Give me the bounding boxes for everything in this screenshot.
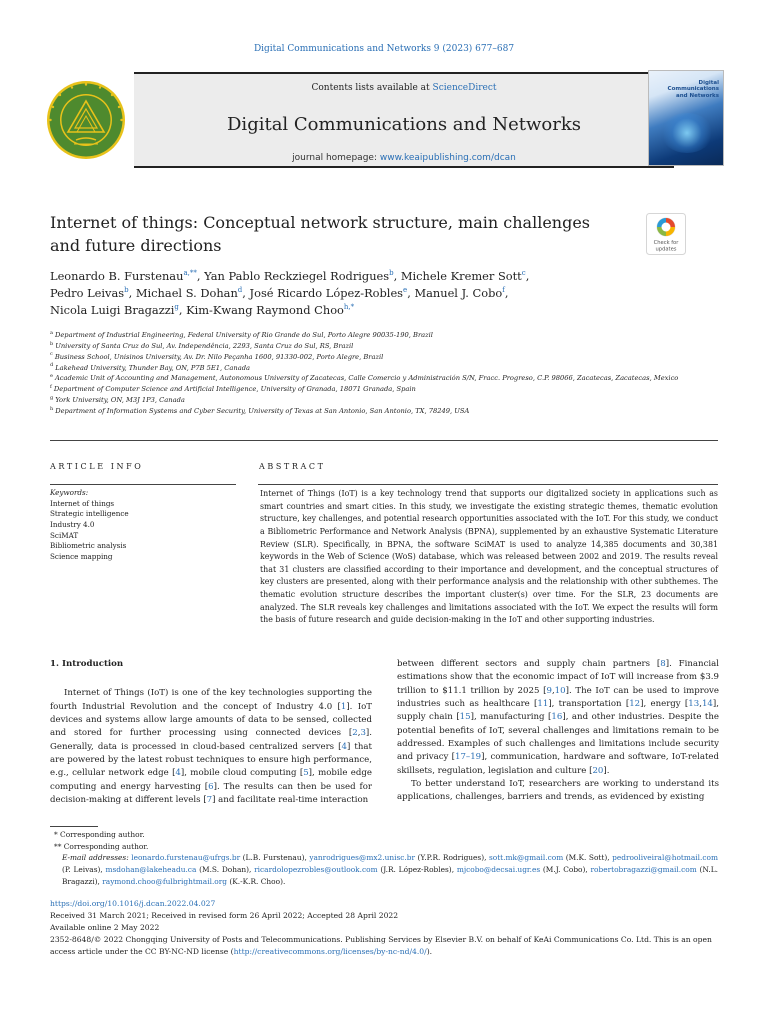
author-affiliation-link[interactable]: b xyxy=(124,286,129,295)
abstract-divider xyxy=(258,484,718,485)
author-affiliation-link[interactable]: a,** xyxy=(183,269,197,278)
email-link[interactable]: pedrooliveiral@hotmail.com xyxy=(612,853,718,863)
email-link[interactable]: leonardo.furstenau@ufrgs.br xyxy=(131,853,241,863)
keyword-item: Industry 4.0 xyxy=(50,519,95,529)
reference-link[interactable]: 13 xyxy=(688,698,700,709)
reference-link[interactable]: 20 xyxy=(592,765,604,776)
reference-link[interactable]: 8 xyxy=(660,659,666,669)
author-name: Michele Kremer Sott xyxy=(400,269,522,283)
reference-link[interactable]: 11 xyxy=(537,698,549,709)
affiliation-key: h xyxy=(50,405,54,412)
intro-paragraph-1: Internet of Things (IoT) is one of the key technologies supporting the fourth Industrial Revolution and the concept of Industry 4.0 [1]. IoT devices and systems allow large amounts of data to be sensed, collected and stored for further processing using connected devices [2,3]. Generally, data is processed in cloud-based centralized servers [4] that are powered by the latest robust techniques to ensure high performance, e.g., cellular network edge [4], mobile cloud computing [5], mobile edge computing and energy harvesting [6]. The results can then be used for decision-making at different levels [7] and facilitate real-time interaction xyxy=(50,688,373,805)
body-column-right xyxy=(397,658,719,804)
journal-homepage: journal homepage: www.keaipublishing.com/dcan xyxy=(292,153,516,163)
author-affiliation-link[interactable]: d xyxy=(237,286,243,295)
author-affiliation-link[interactable]: c xyxy=(521,269,526,278)
reference-link[interactable]: 4 xyxy=(175,768,181,779)
footnote-divider xyxy=(50,826,98,827)
reference-link[interactable]: 4 xyxy=(341,741,347,752)
keywords-list xyxy=(50,499,236,563)
email-link[interactable]: msdohan@lakeheadu.ca xyxy=(105,865,197,875)
journal-citation-link[interactable]: Digital Communications and Networks 9 (2023) 677–687 xyxy=(253,44,515,54)
keywords-block xyxy=(50,488,236,563)
body-column-left xyxy=(50,658,372,807)
affiliation-text: Department of Information Systems and Cyber Security, University of Texas at San Antonio, San Antonio, TX, 78249, USA xyxy=(55,406,470,415)
cover-title: Digital Communications and Networks xyxy=(667,80,719,99)
author-name: José Ricardo López-Robles xyxy=(249,286,404,301)
corresponding-author-note-1: * Corresponding author. xyxy=(54,830,145,839)
affiliation-key: e xyxy=(50,373,53,380)
author-affiliation-link[interactable]: g xyxy=(174,303,179,312)
affiliation-list xyxy=(50,330,690,417)
received-dates: Received 31 March 2021; Received in revised form 26 April 2022; Accepted 28 April 2022 xyxy=(50,910,399,920)
email-link[interactable]: sott.mk@gmail.com xyxy=(488,853,564,863)
author-affiliation-link[interactable]: b xyxy=(389,269,394,278)
author-list xyxy=(50,268,670,319)
reference-link[interactable]: 14 xyxy=(701,698,713,709)
keyword-item: Science mapping xyxy=(50,551,113,561)
email-addresses: E-mail addresses: leonardo.furstenau@ufrgs.br (L.B. Furstenau), yanrodrigues@mx2.unisc.br (Y.P.R. Rodrigues), sott.mk@gmail.com (M.K. Sott), pedrooliveiral@hotmail.com (P. Leivas), msdohan@lakeheadu.ca (M.S. Dohan), ricardolopezrobles@outlook.com (J.R. López-Robles), mjcobo@decsai.ugr.es (M.J. Cobo), robertobragazzi@gmail.com (N.L. Bragazzi), raymond.choo@fulbrightmail.org (K.-K.R. Choo). xyxy=(62,853,718,886)
intro-paragraph-1-continued: between different sectors and supply chain partners [8]. Financial estimations show that the economic impact of IoT will increase from $3.9 trillion to $11.1 trillion by 2025 [9,10]. The IoT can be used to improve industries such as healthcare [11], transportation [12], energy [13,14], supply chain [15], manufacturing [16], and other industries. Despite the potential benefits of IoT, several challenges and limitations remain to be addressed. Examples of such challenges and limitations include security and privacy [17–19], communication, hardware and software, IoT-related skillsets, regulation, legislation and culture [20]. xyxy=(397,659,720,776)
check-for-updates-icon[interactable] xyxy=(646,213,686,255)
article-info-heading: ARTICLE INFO xyxy=(50,462,144,471)
author-name: Kim-Kwang Raymond Choo xyxy=(186,303,344,318)
reference-link[interactable]: 17–19 xyxy=(454,752,482,763)
author-line-1: Leonardo B. Furstenau$^{a,**}$, Yan Pablo Reckziegel Rodrigues$^b$, Michele Kremer Sott$^c$, xyxy=(50,269,530,283)
journal-banner xyxy=(134,72,674,168)
publication-info xyxy=(50,898,718,958)
reference-link[interactable]: 10 xyxy=(554,685,566,696)
journal-masthead xyxy=(46,70,724,170)
keywords-label: Keywords: xyxy=(50,488,89,497)
corresponding-author-note-2: ** Corresponding author. xyxy=(54,841,149,851)
author-name: Nicola Luigi Bragazzi xyxy=(50,303,175,318)
email-link[interactable]: ricardolopezrobles@outlook.com xyxy=(254,865,378,875)
email-addresses-label: E-mail addresses: xyxy=(62,853,129,863)
author-line-2: Pedro Leivas$^b$, Michael S. Dohan$^d$, José Ricardo López-Robles$^e$, Manuel J. Cobo$^f$, xyxy=(50,286,509,301)
license-link[interactable]: http://creativecommons.org/licenses/by-nc-nd/4.0/ xyxy=(233,946,427,956)
doi-link[interactable]: https://doi.org/10.1016/j.dcan.2022.04.027 xyxy=(50,899,216,908)
affiliation-key: c xyxy=(50,351,53,358)
affiliation-item xyxy=(50,373,690,384)
check-updates-label-1: Check for xyxy=(653,240,679,246)
license-statement: 2352-8648/© 2022 Chongqing University of Posts and Telecommunications. Publishing Services by Elsevier B.V. on behalf of KeAi Communications Co. Ltd. This is an open access article under the CC BY-NC-ND license (http://creativecommons.org/licenses/by-nc-nd/4.0/). xyxy=(50,934,712,956)
reference-link[interactable]: 5 xyxy=(303,768,309,779)
author-name: Michael S. Dohan xyxy=(135,286,238,301)
keyword-item: Strategic intelligence xyxy=(50,509,129,519)
author-name: Leonardo B. Furstenau xyxy=(50,269,184,283)
author-name: Manuel J. Cobo xyxy=(414,286,503,301)
header-divider xyxy=(50,440,718,441)
reference-link[interactable]: 16 xyxy=(551,712,563,723)
affiliation-item xyxy=(50,341,690,352)
online-date: Available online 2 May 2022 xyxy=(50,922,160,932)
email-link[interactable]: robertobragazzi@gmail.com xyxy=(590,865,697,875)
author-affiliation-link[interactable]: h,* xyxy=(343,303,355,312)
affiliation-item xyxy=(50,406,690,417)
affiliation-text: Department of Industrial Engineering, Federal University of Rio Grande do Sul, Porto Alegre 90035-190, Brazil xyxy=(54,331,433,339)
footnotes xyxy=(50,829,718,887)
journal-homepage-link[interactable]: www.keaipublishing.com/dcan xyxy=(379,153,516,163)
email-link[interactable]: raymond.choo@fulbrightmail.org xyxy=(102,876,228,886)
affiliation-key: d xyxy=(50,362,54,369)
reference-link[interactable]: 2 xyxy=(352,728,358,739)
keyword-item: Internet of things xyxy=(50,498,115,508)
journal-cover-thumbnail[interactable] xyxy=(648,70,724,166)
affiliation-text: Academic Unit of Accounting and Management, Autonomous University of Zacatecas, Calle Comercio y Administración S/N, Fracc. Progreso, C.P. 98066, Zacatecas, Zacatecas, Mexico xyxy=(54,374,679,383)
affiliation-item xyxy=(50,384,690,395)
email-link[interactable]: mjcobo@decsai.ugr.es xyxy=(456,865,541,875)
abstract-heading: ABSTRACT xyxy=(259,462,326,471)
affiliation-item xyxy=(50,352,690,363)
author-name: Pedro Leivas xyxy=(50,286,125,301)
reference-link[interactable]: 7 xyxy=(206,794,213,805)
email-link[interactable]: yanrodrigues@mx2.unisc.br xyxy=(309,853,415,863)
author-name: Yan Pablo Reckziegel Rodrigues xyxy=(204,269,390,283)
abstract-text: Internet of Things (IoT) is a key technology trend that supports our digitalized society in applications such as smart countries and smart cities. In this study, we investigate the existing strategic themes, thematic evolution structure, key challenges, and potential research opportunities associated with the IoT. For this study, we conduct a Bibliometric Performance and Network Analysis (BPNA), supplemented by an exhaustive Systematic Literature Review (SLR). Specifically, in BPNA, the software SciMAT is used to analyze 14,385 documents and 30,381 keywords in the Web of Science (WoS) database, which was released between 2002 and 2019. The results reveal that 31 clusters are classified according to their importance and development, and the conceptual structures of key clusters are presented, along with their performance analysis and the relationship with other subthemes. The thematic evolution structure describes the important cluster(s) over time. For the SLR, 23 documents are analyzed. The SLR reveals key challenges and limitations associated with the IoT. We expect the results will form the basis of future research and guide decision-making in the IoT and other supporting industries. xyxy=(260,489,718,625)
affiliation-text: Department of Computer Science and Artificial Intelligence, University of Granada, 18071 Granada, Spain xyxy=(53,385,416,394)
cover-art xyxy=(661,113,713,153)
author-line-3: Nicola Luigi Bragazzi$^g$, Kim-Kwang Raymond Choo$^{h,*}$ xyxy=(50,303,355,318)
reference-link[interactable]: 1 xyxy=(340,701,347,712)
affiliation-text: Lakehead University, Thunder Bay, ON, P7B 5E1, Canada xyxy=(55,363,250,372)
affiliation-item xyxy=(50,395,690,406)
article-info-divider xyxy=(50,484,236,485)
keyword-item: SciMAT xyxy=(50,530,79,540)
sciencedirect-link[interactable]: ScienceDirect xyxy=(432,83,497,93)
keyword-item: Bibliometric analysis xyxy=(50,541,127,551)
affiliation-key: g xyxy=(50,394,54,401)
affiliation-item xyxy=(50,363,690,374)
contents-availability: Contents lists available at ScienceDirect xyxy=(311,83,497,93)
reference-link[interactable]: 15 xyxy=(459,712,471,723)
author-affiliation-link[interactable]: e xyxy=(403,286,408,295)
author-affiliation-link[interactable]: f xyxy=(502,286,505,295)
reference-link[interactable]: 3 xyxy=(360,728,366,739)
affiliation-text: Business School, Unisinos University, Av. Dr. Nilo Peçanha 1600, 91330-002, Porto Alegre, Brazil xyxy=(54,352,384,361)
introduction-heading: 1. Introduction xyxy=(50,659,124,669)
check-updates-label-2: updates xyxy=(655,246,677,253)
reference-link[interactable]: 9 xyxy=(546,685,552,696)
affiliation-key: a xyxy=(50,329,53,336)
affiliation-item xyxy=(50,330,690,341)
intro-paragraph-2: To better understand IoT, researchers are working to understand its applications, challenges, barriers and trends, as evidenced by existing xyxy=(397,778,719,803)
affiliation-key: f xyxy=(50,383,52,390)
reference-link[interactable]: 12 xyxy=(629,698,641,709)
affiliation-key: b xyxy=(50,340,54,347)
journal-title: Digital Communications and Networks xyxy=(227,114,581,135)
article-title: Internet of things: Conceptual network structure, main challenges and future directions xyxy=(50,213,591,255)
university-seal-icon xyxy=(46,80,126,160)
affiliation-text: York University, ON, M3J 1P3, Canada xyxy=(55,396,185,405)
affiliation-text: University of Santa Cruz do Sul, Av. Independência, 2293, Santa Cruz do Sul, RS, Brazil xyxy=(55,341,354,350)
reference-link[interactable]: 6 xyxy=(208,781,214,792)
